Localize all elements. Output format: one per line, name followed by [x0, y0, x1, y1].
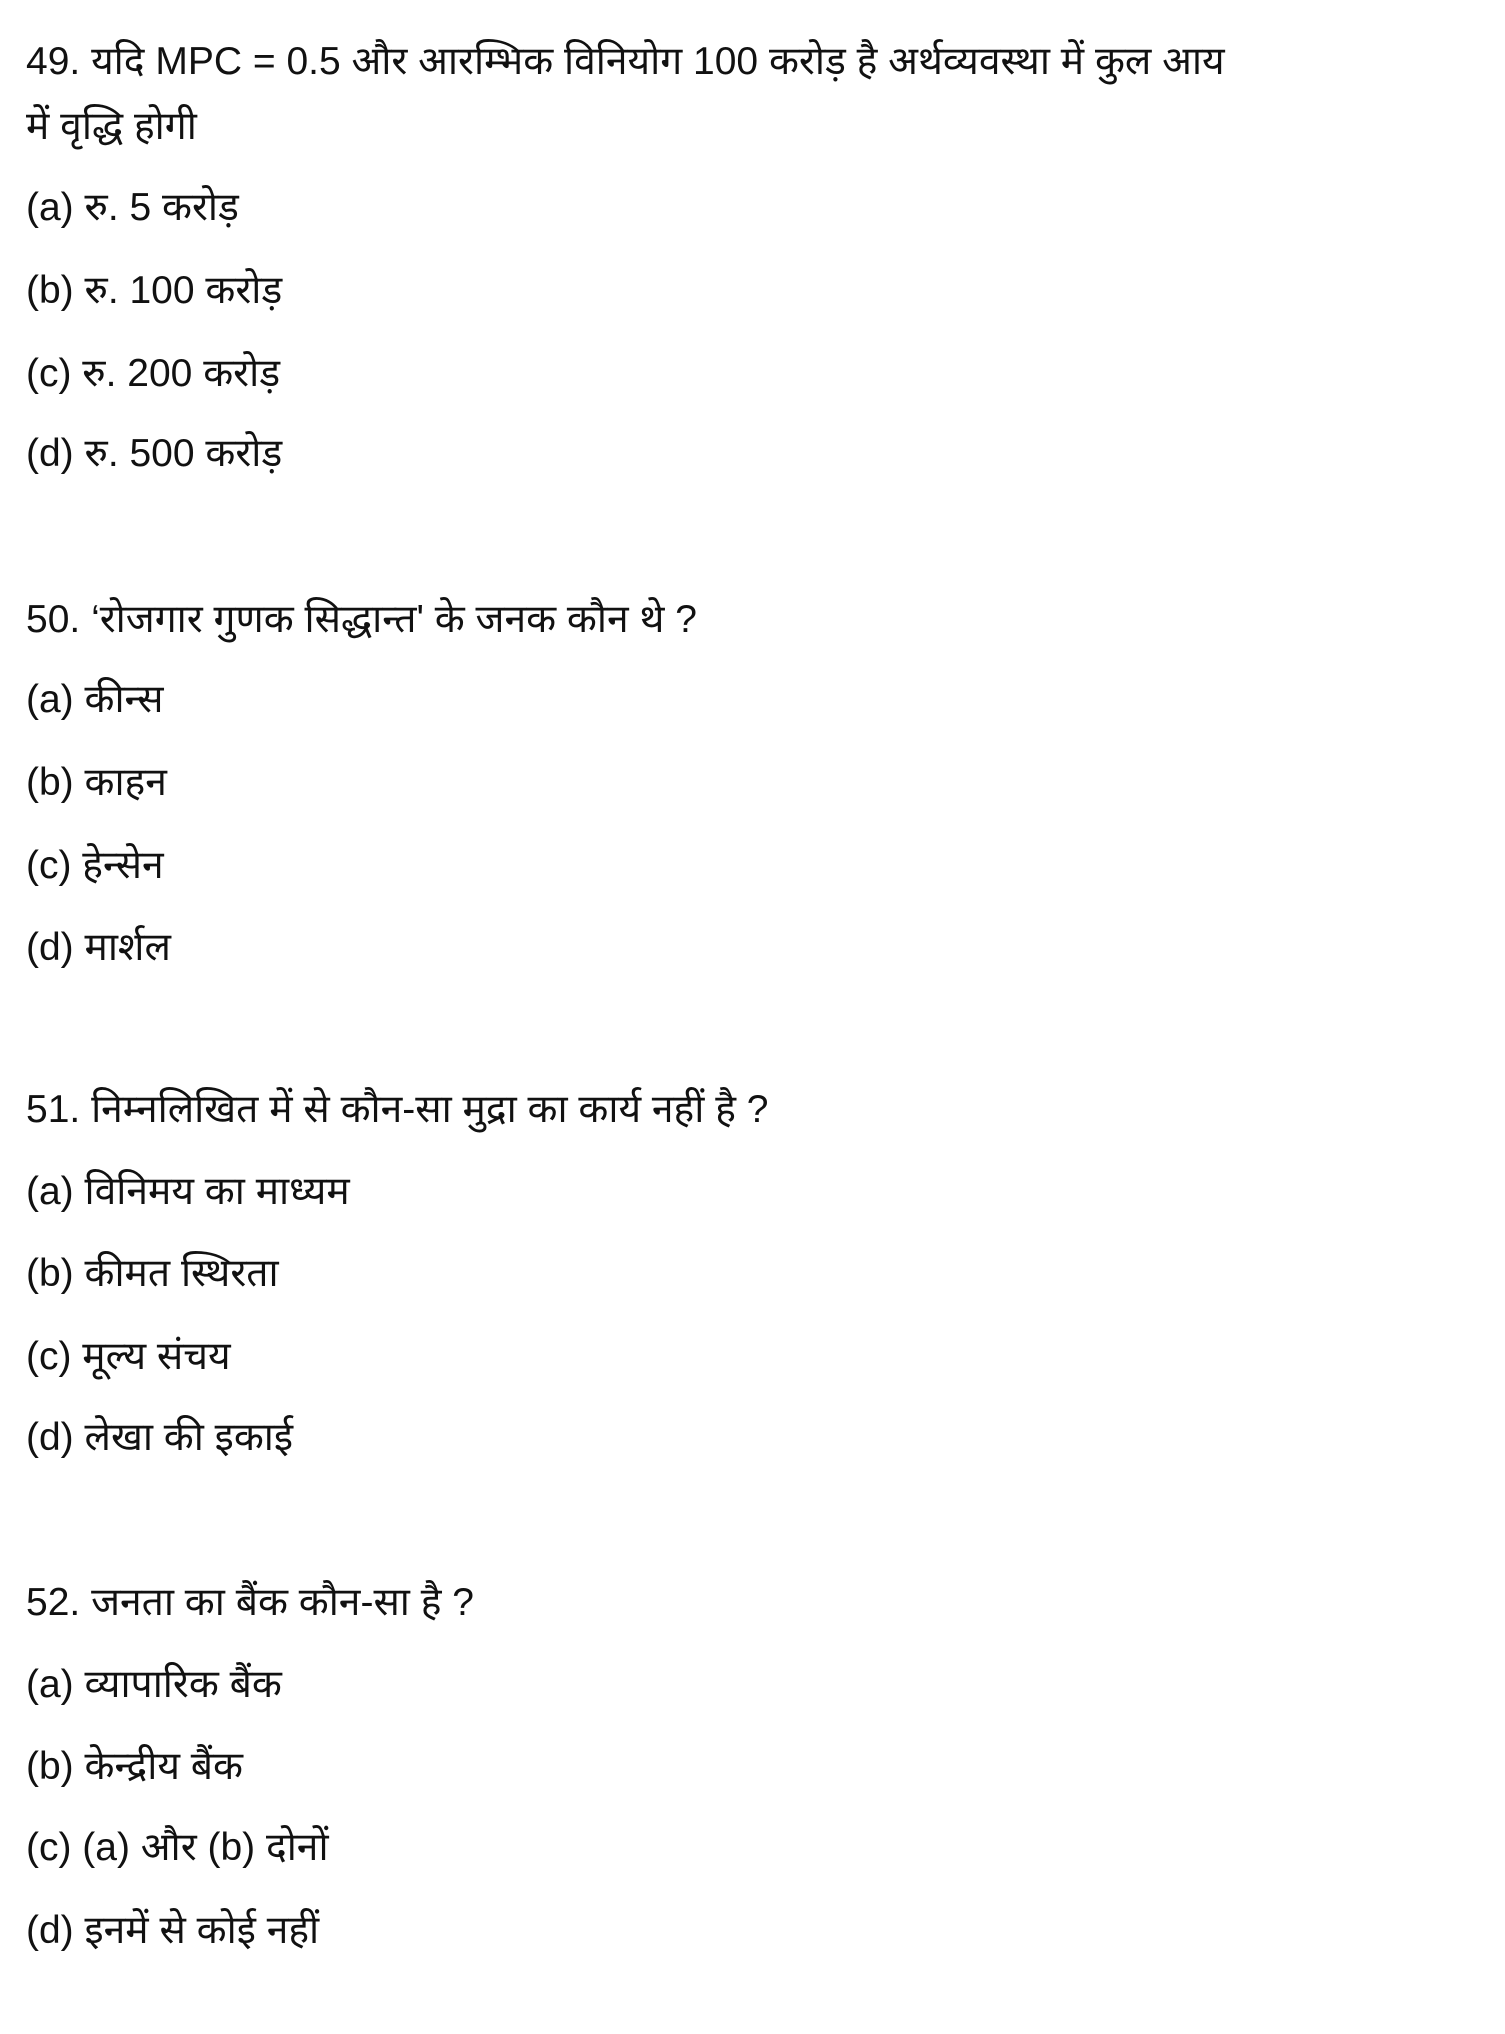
option-b: (b) रु. 100 करोड़	[26, 269, 283, 312]
option-a: (a) कीन्स	[26, 678, 164, 721]
question-text-line: निम्नलिखित में से कौन-सा मुद्रा का कार्य नहीं है ?	[91, 1088, 769, 1131]
question-number: 52.	[26, 1581, 81, 1624]
question-text	[26, 1578, 474, 1628]
question-number: 49.	[26, 40, 81, 83]
question-text-line: जनता का बैंक कौन-सा है ?	[91, 1581, 474, 1624]
option-a: (a) व्यापारिक बैंक	[26, 1663, 282, 1706]
question-text-line: यदि MPC = 0.5 और आरम्भिक विनियोग 100 करोड़ है अर्थव्यवस्था में कुल आय	[91, 40, 1225, 83]
question-text	[26, 595, 697, 645]
option-d: (d) रु. 500 करोड़	[26, 432, 283, 475]
option-d: (d) लेखा की इकाई	[26, 1416, 294, 1459]
option-b: (b) कीमत स्थिरता	[26, 1252, 279, 1295]
question-text	[26, 1085, 768, 1135]
question-text-line: में वृद्धि होगी	[26, 105, 197, 148]
option-a: (a) रु. 5 करोड़	[26, 186, 239, 229]
question-number: 50.	[26, 598, 81, 641]
question-number: 51.	[26, 1088, 81, 1131]
option-b: (b) काहन	[26, 761, 167, 804]
option-d: (d) मार्शल	[26, 926, 171, 969]
question-text-line: ‘रोजगार गुणक सिद्धान्त' के जनक कौन थे ?	[91, 598, 697, 641]
option-b: (b) केन्द्रीय बैंक	[26, 1745, 243, 1788]
option-d: (d) इनमें से कोई नहीं	[26, 1909, 320, 1952]
option-a: (a) विनिमय का माध्यम	[26, 1170, 350, 1213]
option-c: (c) रु. 200 करोड़	[26, 352, 281, 395]
question-text	[26, 37, 1225, 87]
option-c: (c) (a) और (b) दोनों	[26, 1826, 329, 1869]
option-c: (c) मूल्य संचय	[26, 1335, 231, 1378]
option-c: (c) हेन्सेन	[26, 844, 164, 887]
